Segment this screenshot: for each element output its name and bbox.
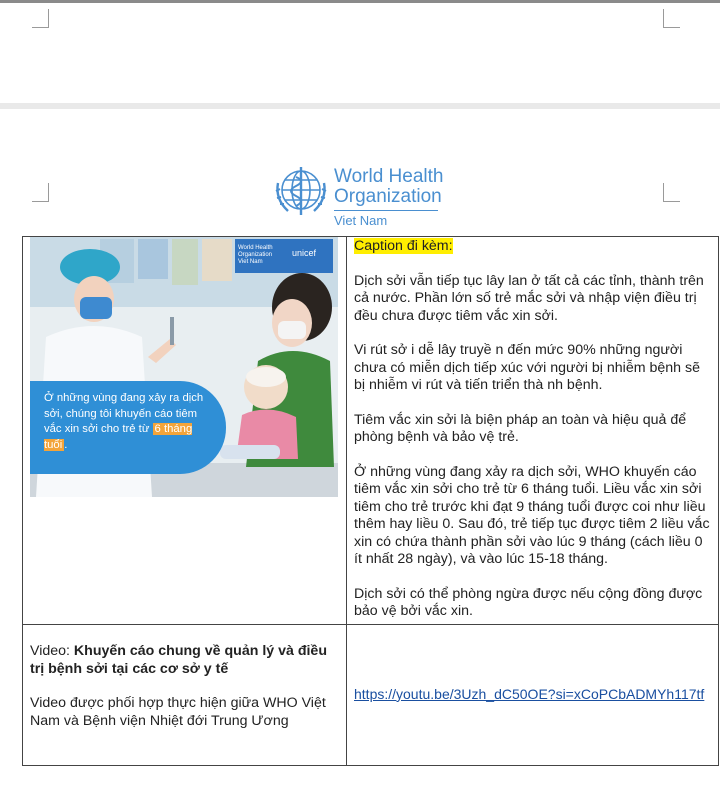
document-page — [0, 109, 720, 793]
mini-who-logo — [238, 245, 286, 266]
who-wordmark-line1: World Health — [334, 166, 444, 187]
caption-cell — [347, 237, 719, 625]
video-link-cell — [347, 625, 719, 766]
mini-who-logo-sub: Viet Nam — [238, 259, 263, 265]
who-logo — [272, 161, 442, 233]
caption-paragraph: Ở những vùng đang xảy ra dịch sởi, WHO khuyến cáo tiêm vắc xin sởi cho trẻ từ 6 tháng tuổi. Liều vắc xin sởi tiêm cho trẻ trước khi đạt 9 tháng tuổi được coi như liều thêm hay liều 0. Sau đó, trẻ tiếp tục được tiêm 2 liều vắc xin có chứa thành phần sởi vào lúc 9 tháng (cách liều 0 ít nhất 28 ngày), và vào lúc 15-18 tháng. — [354, 463, 710, 567]
caption-label-highlight: Caption đi kèm: — [354, 238, 453, 254]
previous-page — [0, 0, 720, 103]
video-prefix: Video: — [30, 643, 74, 659]
caption-paragraph: Dịch sởi có thể phòng ngừa được nếu cộng đồng được bảo vệ bởi vắc xin. — [354, 585, 703, 619]
caption-label — [354, 238, 712, 256]
unicef-logo: unicef — [292, 248, 317, 258]
crop-mark-top-right — [663, 9, 680, 28]
content-table — [22, 236, 719, 766]
overlay-end: . — [64, 438, 68, 451]
campaign-image — [30, 237, 338, 497]
video-note: Video được phối hợp thực hiện giữa WHO Việt Nam và Bệnh viện Nhiệt đới Trung Ương — [30, 695, 326, 729]
who-wordmark — [334, 167, 443, 207]
caption-paragraph: Dịch sởi vẫn tiếp tục lây lan ở tất cả các tỉnh, thành trên cả nước. Phần lớn số trẻ mắc sởi và nhập viện điều trị đều chưa được tiêm vắc xin sởi. — [354, 272, 704, 324]
table-row — [23, 625, 719, 766]
mini-who-logo-text: World Health Organization — [238, 245, 273, 258]
video-title: Khuyến cáo chung về quản lý và điều trị bệnh sởi tại các cơ sở y tế — [30, 643, 327, 677]
who-emblem-icon — [272, 163, 330, 221]
who-wordmark-line2: Organization — [334, 186, 442, 207]
youtube-link[interactable]: https://youtu.be/3Uzh_dC50OE?si=xCoPCbADMYh117tf — [354, 685, 705, 702]
overlay-text: Ở những vùng đang xảy ra dịch sởi, chúng tôi khuyến cáo tiêm vắc xin sởi cho trẻ từ — [44, 392, 204, 435]
caption-paragraph: Vi rút sở i dễ lây truyề n đến mức 90% những người chưa có miễn dịch tiếp xúc với người bị nhiễm bệnh sẽ bị nhiễm vi rút và tiến triển thà nh bệnh. — [354, 342, 700, 393]
message-overlay — [30, 381, 226, 474]
overlay-highlight-badge: 6 tháng tuổi — [44, 423, 193, 451]
caption-paragraph: Tiêm vắc xin sởi là biện pháp an toàn và hiệu quả để phòng bệnh và bảo vệ trẻ. — [354, 411, 687, 445]
table-row — [23, 237, 719, 625]
video-info-cell — [23, 625, 347, 766]
who-country: Viet Nam — [334, 213, 388, 228]
image-cell — [23, 237, 347, 625]
crop-mark-left — [32, 183, 49, 202]
video-heading — [30, 643, 340, 678]
crop-mark-right — [663, 183, 680, 202]
overlay-message — [44, 391, 214, 453]
crop-mark-top-left — [32, 9, 49, 28]
who-wordmark-rule — [334, 210, 438, 211]
